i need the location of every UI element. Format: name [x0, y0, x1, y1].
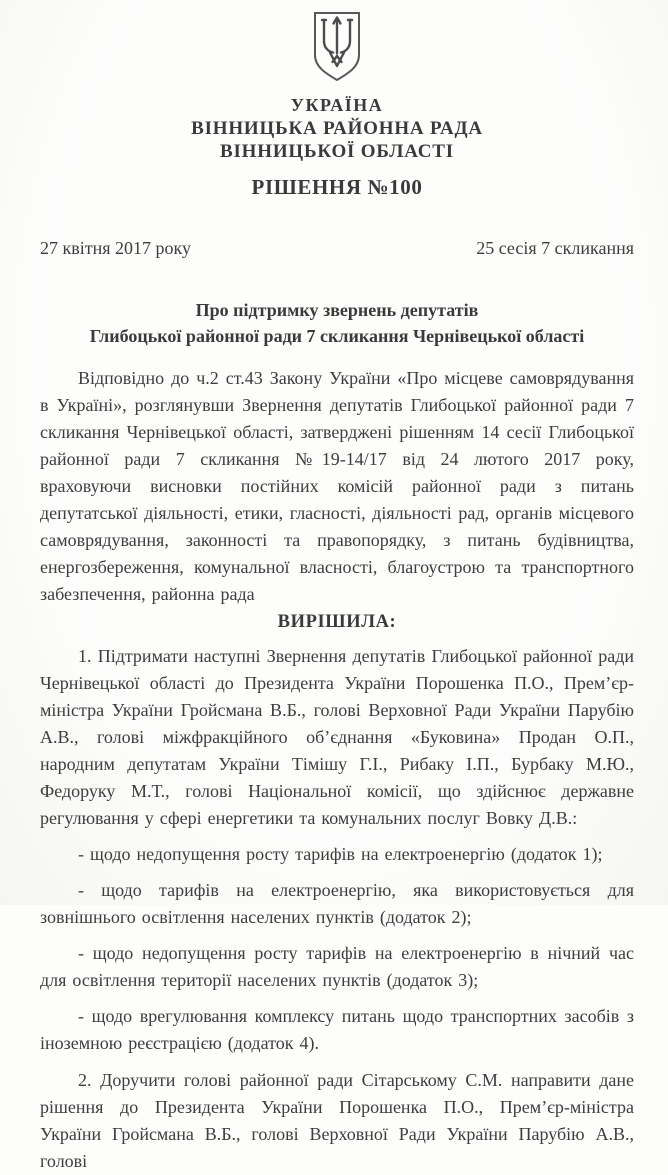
header-country: УКРАЇНА — [290, 95, 384, 115]
subject-heading — [40, 297, 634, 349]
header-council-name: ВІННИЦЬКА РАЙОННА РАДА — [191, 118, 483, 139]
clause-1-dash-item-1: - щодо недопущення росту тарифів на електроенергію (додаток 1); — [78, 844, 603, 865]
subject-line-2: Глибоцької районної ради 7 скликання Чернівецької області — [89, 326, 585, 347]
clause-1-dash-item-3: - щодо недопущення росту тарифів на електроенергію в нічний час для освітлення території населених пунктів (додаток 3); — [40, 943, 634, 991]
clause-1-dash-item-4: - щодо врегулювання комплексу питань щодо транспортних засобів з іноземною реєстрацією (додаток 4). — [40, 1006, 634, 1054]
header-region-name: ВІННИЦЬКОЇ ОБЛАСТІ — [220, 141, 454, 162]
document-title: РІШЕННЯ №100 — [251, 175, 423, 199]
coat-of-arms-trident-icon — [306, 10, 368, 84]
clause-1-paragraph: 1. Підтримати наступні Звернення депутатів Глибоцької районної ради Чернівецької області до Президента України Порошенка П.О., Прем’єр-міністра України Гройсмана В.Б., голові Верховної Ради України Парубію А.В., голові міжфракційного об’єднання «Буковина» Продан О.П., народним депутатам України Тімішу Г.І., Рибаку І.П., Бурбаку М.Ю., Федоруку М.Т., голові Національної комісії, що здійснює державне регулювання у сфері енергетики та комунальних послуг Вовку Д.В.: — [40, 646, 634, 829]
clause-1-dash-item-2: - щодо тарифів на електроенергію, яка використовується для зовнішнього освітлення населених пунктів (додаток 2); — [40, 880, 634, 928]
emblem-container — [40, 10, 634, 89]
subject-line-1: Про підтримку звернень депутатів — [195, 300, 479, 320]
resolved-heading: ВИРІШИЛА: — [277, 612, 397, 633]
clause-2-paragraph: 2. Доручити голові районної ради Сітарському С.М. направити дане рішення до Президента України Порошенка П.О., Прем’єр-міністра України Гройсмана В.Б., голові Верховної Ради України Парубію А.В., голові — [40, 1070, 634, 1172]
preamble-paragraph: Відповідно до ч.2 ст.43 Закону України «Про місцеве самоврядування в Україні», розглянувши Звернення депутатів Глибоцької районної ради 7 скликання Чернівецької області, затверджені рішенням 14 сесії Глибоцької районної ради 7 скликання №19-14/17 від 24 лютого 2017 року, враховуючи висновки постійних комісій районної ради з питань депутатської діяльності, етики, гласності, діяльності рад, органів місцевого самоврядування, законності та правопорядку, з питань будівництва, енергозбереження, комунальної власності, благоустрою та транспортного забезпечення, районна рада — [40, 368, 634, 605]
session-label: 25 сесія 7 скликання — [476, 238, 634, 258]
document-date: 27 квітня 2017 року — [40, 238, 192, 258]
meta-row — [40, 238, 634, 259]
